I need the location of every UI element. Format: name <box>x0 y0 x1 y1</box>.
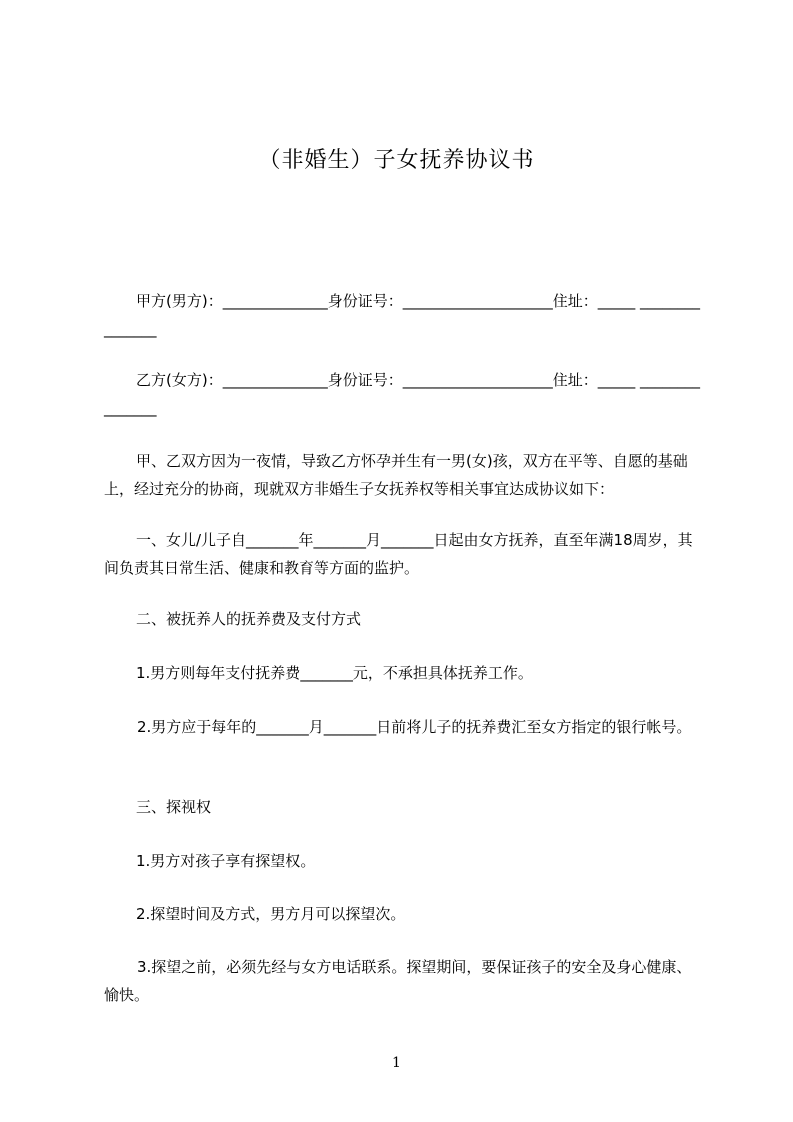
clause-1: 一、女儿/儿子自_______年_______月_______日起由女方抚养，直至年满18周岁，其间负责其日常生活、健康和教育等方面的监护。 <box>104 531 693 577</box>
page-number: 1 <box>392 1055 401 1071</box>
section-3-item-3: 3.探望之前，必须先经与女方电话联系。探望期间，要保证孩子的安全及身心健康、愉快。 <box>104 958 692 1004</box>
section-2-heading: 二、被抚养人的抚养费及支付方式 <box>136 610 362 628</box>
document-title: （非婚生）子女抚养协议书 <box>258 148 535 173</box>
intro-paragraph: 甲、乙双方因为一夜情，导致乙方怀孕并生有一男(女)孩，双方在平等、自愿的基础上，经过充分的协商，现就双方非婚生子女抚养权等相关事宜达成协议如下： <box>104 452 688 498</box>
section-3-item-1: 1.男方对孩子享有探望权。 <box>136 852 316 870</box>
party-a-line: 甲方(男方)：______________身份证号：____________________住址：_____ _______________ <box>104 292 700 338</box>
section-3-heading: 三、探视权 <box>136 798 212 816</box>
section-2-item-2: 2.男方应于每年的_______月_______日前将儿子的抚养费汇至女方指定的银行帐号。 <box>137 718 692 736</box>
section-3-item-2: 2.探望时间及方式，男方月可以探望次。 <box>136 905 406 923</box>
party-b-line: 乙方(女方)：______________身份证号：____________________住址：_____ _______________ <box>104 371 700 417</box>
section-2-item-1: 1.男方则每年支付抚养费_______元，不承担具体抚养工作。 <box>136 664 533 682</box>
